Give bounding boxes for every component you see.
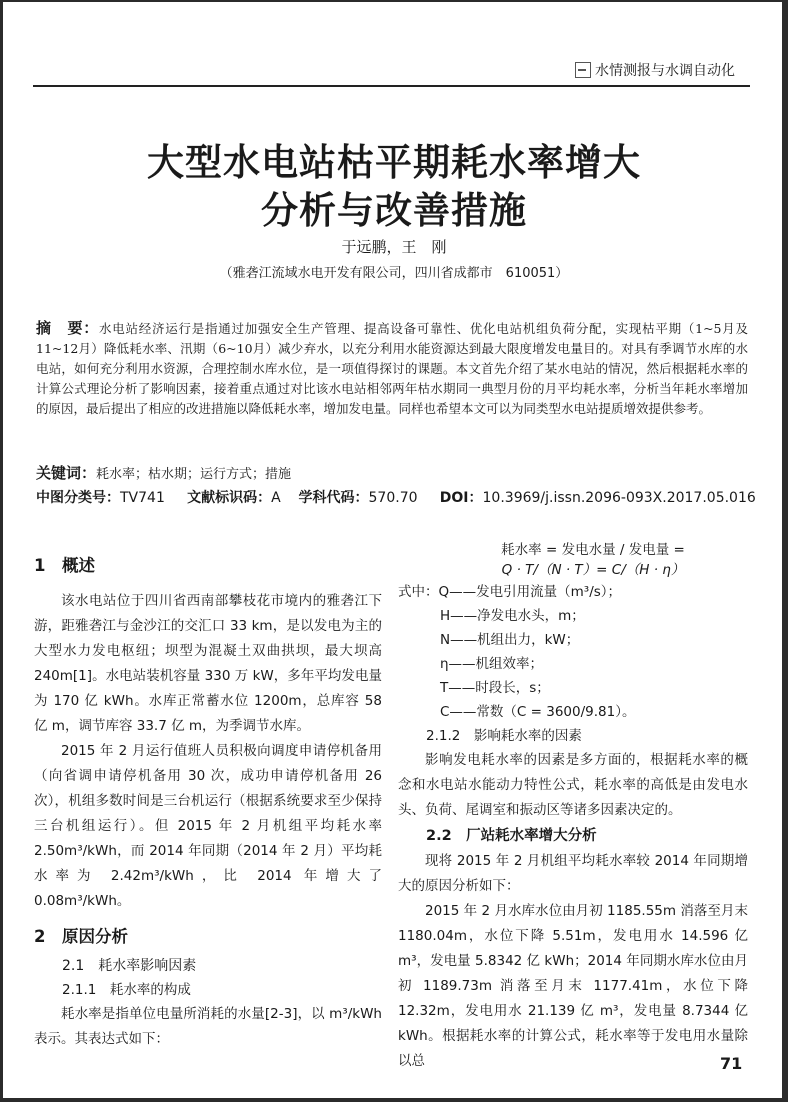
keywords — [36, 462, 291, 483]
section-2-2-paragraph-1: 现将 2015 年 2 月机组平均耗水率较 2014 年同期增大的原因分析如下： — [398, 853, 748, 894]
section-1-paragraph-1: 该水电站位于四川省西南部攀枝花市境内的雅砻江下游，距雅砻江与金沙江的交汇口 33 km，是以发电为主的大型水力发电枢纽；坝型为混凝土双曲拱坝，最大坝高 240m[1]。水电站装机容量 330 万 kW，多年平均发电量为 170 亿 kWh。水库正常蓄水位 1200m，总库容 58 亿 m，调节库容 33.7 亿 m，为季调节水库。 — [34, 593, 382, 734]
section-1-paragraph-2: 2015 年 2 月运行值班人员积极向调度申请停机备用（向省调申请停机备用 30 次，成功申请停机备用 26 次），机组多数时间是三台机运行（根据系统要求至少保持三台机组运行）。但 2015 年 2 月机组平均耗水率 2.50m³/kWh，而 2014 年同期（2014 年 2 月）平均耗水率为 2.42m³/kWh，比 2014 年增大了 0.08m³/kWh。 — [34, 743, 382, 909]
section-2-1-1-paragraph: 耗水率是指单位电量所消耗的水量[2-3]，以 m³/kWh 表示。其表达式如下： — [34, 1006, 382, 1047]
keywords-label: 关键词： — [36, 464, 97, 482]
classification-line — [36, 487, 756, 507]
clc-value: TV741 — [120, 490, 165, 506]
section-1-heading: 1 概述 — [34, 556, 95, 575]
title-line-1: 大型水电站枯平期耗水率增大 — [147, 140, 641, 184]
section-2-1-2-heading: 2.1.2 影响耗水率的因素 — [426, 728, 582, 744]
section-2-1-heading: 2.1 耗水率影响因素 — [62, 958, 197, 974]
authors: 于远鹏，王 刚 — [341, 238, 447, 256]
definition-c: C——常数（C = 3600/9.81）。 — [440, 704, 636, 720]
header-rule — [33, 85, 750, 87]
running-header — [575, 60, 735, 80]
journal-name: 水情测报与水调自动化 — [595, 63, 735, 79]
scan-border-top — [0, 0, 788, 2]
abstract-text: 水电站经济运行是指通过加强安全生产管理、提高设备可靠性、优化电站机组负荷分配，实现枯平期（1~5月及11~12月）降低耗水率、汛期（6~10月）减少弃水，以充分利用水能资源达到最大限度增发电量目的。对具有季调节水库的水电站，如何充分利用水资源，合理控制水库水位，是一项值得探讨的课题。本文首先介绍了某水电站的情况，然后根据耗水率的计算公式理论分析了影响因素，接着重点通过对比该水电站相邻两年枯水期同一典型月份的月平均耗水率，分析当年耗水率增加的原因，最后提出了相应的改进措施以降低耗水率，增加发电量。同样也希望本文可以为同类型水电站提质增效提供参考。 — [36, 321, 748, 416]
definition-eta: η——机组效率； — [440, 656, 544, 672]
section-2-1-1-heading: 2.1.1 耗水率的构成 — [62, 982, 191, 998]
left-column — [34, 551, 382, 1052]
where-label: 式中： — [398, 584, 439, 600]
page-number: 71 — [720, 1054, 743, 1073]
scan-border-bottom — [0, 1098, 788, 1102]
doc-label: 文献标识码： — [187, 490, 272, 506]
subject-value: 570.70 — [368, 490, 418, 506]
doi-label: DOI： — [439, 490, 483, 506]
section-2-2-heading: 2.2 厂站耗水率增大分析 — [426, 828, 597, 844]
equation-line-1: 耗水率 = 发电水量 / 发电量 = — [501, 542, 685, 558]
section-2-heading: 2 原因分析 — [34, 927, 128, 946]
definition-t: T——时段长，s； — [440, 680, 550, 696]
journal-logo-icon — [575, 62, 591, 78]
section-2-1-2-paragraph: 影响发电耗水率的因素是多方面的，根据耗水率的概念和水电站水能动力特性公式，耗水率的高低是由发电水头、负荷、尾调室和振动区等诸多因素决定的。 — [398, 752, 748, 818]
variable-definitions — [398, 580, 748, 724]
definition-n: N——机组出力，kW； — [440, 632, 580, 648]
equation-line-2: Q · T/（N · T）= C/（H · η） — [501, 562, 685, 578]
definition-h: H——净发电水头，m； — [440, 608, 585, 624]
abstract-label: 摘 要： — [36, 319, 99, 337]
right-column — [398, 540, 748, 1074]
doi-value: 10.3969/j.issn.2096-093X.2017.05.016 — [482, 490, 756, 506]
doc-value: A — [271, 490, 281, 506]
abstract — [36, 318, 748, 419]
keywords-text: 耗水率；枯水期；运行方式；措施 — [96, 467, 292, 482]
subject-label: 学科代码： — [298, 490, 369, 506]
clc-label: 中图分类号： — [36, 490, 120, 506]
affiliation: （雅砻江流域水电开发有限公司，四川省成都市 610051） — [219, 266, 569, 281]
title-line-2: 分析与改善措施 — [261, 188, 527, 232]
section-2-2-paragraph-2: 2015 年 2 月水库水位由月初 1185.55m 消落至月末 1180.04m，水位下降 5.51m，发电用水 14.596 亿 m³，发电量 5.8342 亿 kWh；2014 年同期水库水位由月初 1189.73m 消落至月末 1177.41m，水位下降 12.32m，发电用水 21.139 亿 m³，发电量 8.7344 亿 kWh。根据耗水率的计算公式，耗水率等于发电用水量除以总 — [398, 903, 748, 1069]
definition-q: Q——发电引用流量（m³/s）； — [438, 584, 622, 600]
